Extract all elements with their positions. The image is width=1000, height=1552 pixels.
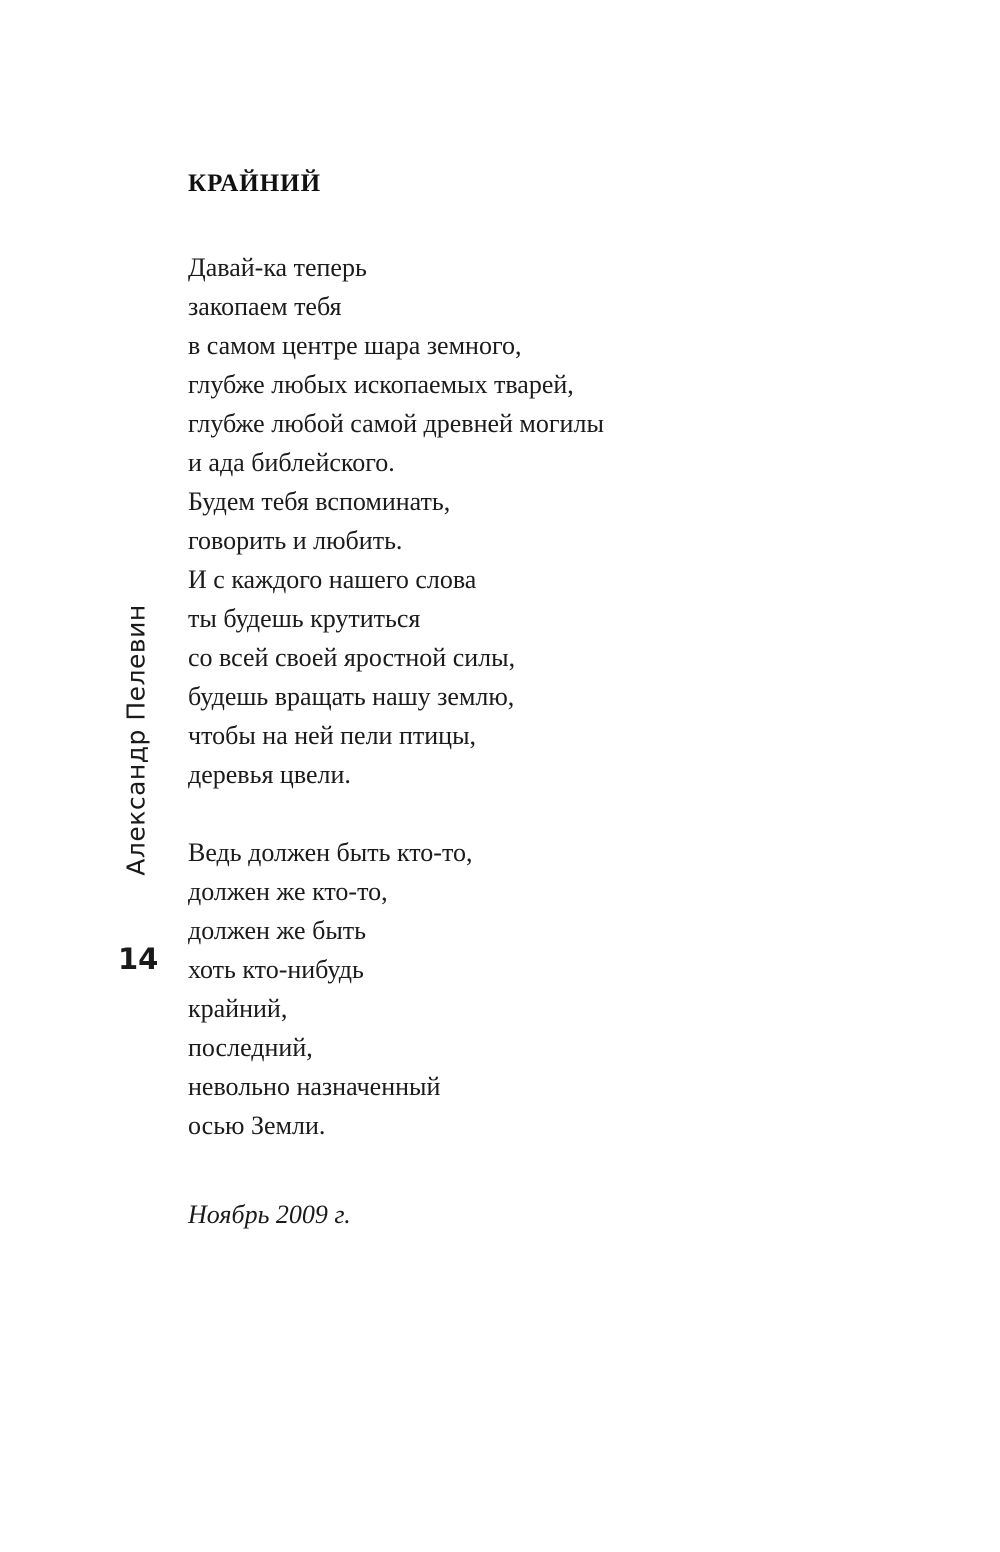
poem-line: должен же кто-то, — [188, 877, 388, 906]
stanza-1 — [188, 248, 828, 794]
poem-line: и ада библейского. — [188, 448, 395, 477]
poem-date: Ноябрь 2009 г. — [188, 1200, 351, 1229]
poem-title: КРАЙНИЙ — [188, 170, 322, 197]
poem-line: Будем тебя вспоминать, — [188, 487, 451, 516]
poem-line: ты будешь крутиться — [188, 604, 421, 633]
page-number: 14 — [118, 942, 159, 976]
poem-line: должен же быть — [188, 916, 367, 945]
poem-line: глубже любых ископаемых тварей, — [188, 370, 574, 399]
poem-line: хоть кто-нибудь — [188, 955, 364, 984]
author-vertical-label: Александр Пелевин — [121, 604, 151, 876]
poem-line: говорить и любить. — [188, 526, 403, 555]
poem-line: последний, — [188, 1033, 313, 1062]
poem-line: Давай-ка теперь — [188, 253, 367, 282]
poem-line: в самом центре шара земного, — [188, 331, 522, 360]
poem-line: крайний, — [188, 994, 288, 1023]
poem-line: будешь вращать нашу землю, — [188, 682, 515, 711]
poem-line: чтобы на ней пели птицы, — [188, 721, 477, 750]
poem-line: Ведь должен быть кто-то, — [188, 838, 473, 867]
poem-line: невольно назначенный — [188, 1072, 441, 1101]
poem-line: глубже любой самой древней могилы — [188, 409, 604, 438]
poem-line: со всей своей яростной силы, — [188, 643, 516, 672]
poem-line: деревья цвели. — [188, 760, 351, 789]
stanza-2 — [188, 833, 828, 1145]
poem-line: осью Земли. — [188, 1111, 326, 1140]
poem-line: закопаем тебя — [188, 292, 342, 321]
poem-column — [188, 170, 828, 1234]
poem-line: И с каждого нашего слова — [188, 565, 477, 594]
